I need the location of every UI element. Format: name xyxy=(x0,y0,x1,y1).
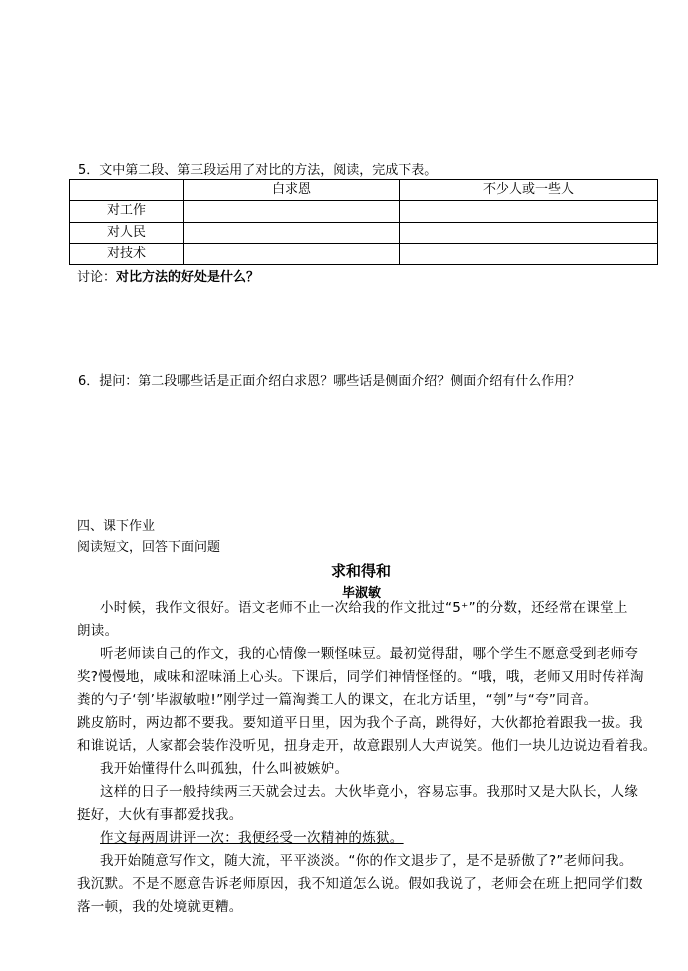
article-body xyxy=(77,597,657,919)
article-line: 落一顿，我的处境就更糟。 xyxy=(77,899,243,915)
article-line: 和谁说话，人家都会装作没听见，扭身走开，故意跟别人大声说笑。他们一块儿边说边看着我。 xyxy=(77,738,657,754)
table-row xyxy=(70,201,658,222)
discussion-question: 对比方法的好处是什么？ xyxy=(116,270,260,285)
question-6: 6．提问：第二段哪些话是正面介绍白求恩？哪些话是侧面介绍？侧面介绍有什么作用？ xyxy=(78,374,581,389)
table-header-cell: 不少人或一些人 xyxy=(400,180,658,201)
discussion-prefix: 讨论： xyxy=(77,270,117,285)
table-header-cell xyxy=(70,180,184,201)
table-row-label: 对人民 xyxy=(70,222,184,243)
table-cell[interactable] xyxy=(184,243,400,264)
article-line: 这样的日子一般持续两三天就会过去。大伙毕竟小，容易忘事。我那时又是大队长，人缘 xyxy=(100,784,639,800)
article-line: 听老师读自己的作文，我的心情像一颗怪味豆。最初觉得甜，哪个学生不愿意受到老师夸 xyxy=(100,646,639,662)
article-line: 我沉默。不是不愿意告诉老师原因，我不知道怎么说。假如我说了，老师会在班上把同学们数 xyxy=(77,876,643,892)
article-line: 跳皮筋时，两边都不要我。要知道平日里，因为我个子高，跳得好，大伙都抢着跟我一拔。我 xyxy=(77,715,643,731)
table-row-label: 对技术 xyxy=(70,243,184,264)
article-line: 朗读。 xyxy=(77,623,119,639)
question-5: 5．文中第二段、第三段运用了对比的方法，阅读，完成下表。 xyxy=(78,163,438,178)
article-line-underlined: 作文每两周讲评一次：我便经受一次精神的炼狱。 xyxy=(100,830,404,846)
table-row xyxy=(70,222,658,243)
article-line: 我开始随意写作文，随大流，平平淡淡。“你的作文退步了，是不是骄傲了?”老师问我。 xyxy=(100,853,633,869)
table-cell[interactable] xyxy=(184,201,400,222)
table-cell[interactable] xyxy=(400,222,658,243)
article-title: 求和得和 xyxy=(331,562,392,580)
table-row xyxy=(70,243,658,264)
table-header-row xyxy=(70,180,658,201)
comparison-table xyxy=(69,179,658,265)
table-header-cell: 白求恩 xyxy=(184,180,400,201)
table-cell[interactable] xyxy=(400,201,658,222)
article-line: 挺好，大伙有事都爱找我。 xyxy=(77,807,243,823)
article-line: 粪的勺子‘刳’毕淑敏啦!”刚学过一篇淘粪工人的课文，在北方话里，“刳”与“夸”同音。 xyxy=(77,692,598,708)
table-row-label: 对工作 xyxy=(70,201,184,222)
discussion-line xyxy=(77,270,259,286)
article-line: 小时候，我作文很好。语文老师不止一次给我的作文批过“5⁺”的分数，还经常在课堂上 xyxy=(100,600,628,616)
article-author: 毕淑敏 xyxy=(342,586,382,601)
homework-instruction: 阅读短文，回答下面问题 xyxy=(77,540,221,555)
article-line: 我开始懂得什么叫孤独，什么叫被嫉妒。 xyxy=(100,761,349,777)
table-cell[interactable] xyxy=(400,243,658,264)
article-line: 奖?慢慢地，咸味和涩味涌上心头。下课后，同学们神情怪怪的。“哦，哦，老师又用时传祥淘 xyxy=(77,669,644,685)
table-cell[interactable] xyxy=(184,222,400,243)
homework-heading: 四、课下作业 xyxy=(77,519,156,534)
